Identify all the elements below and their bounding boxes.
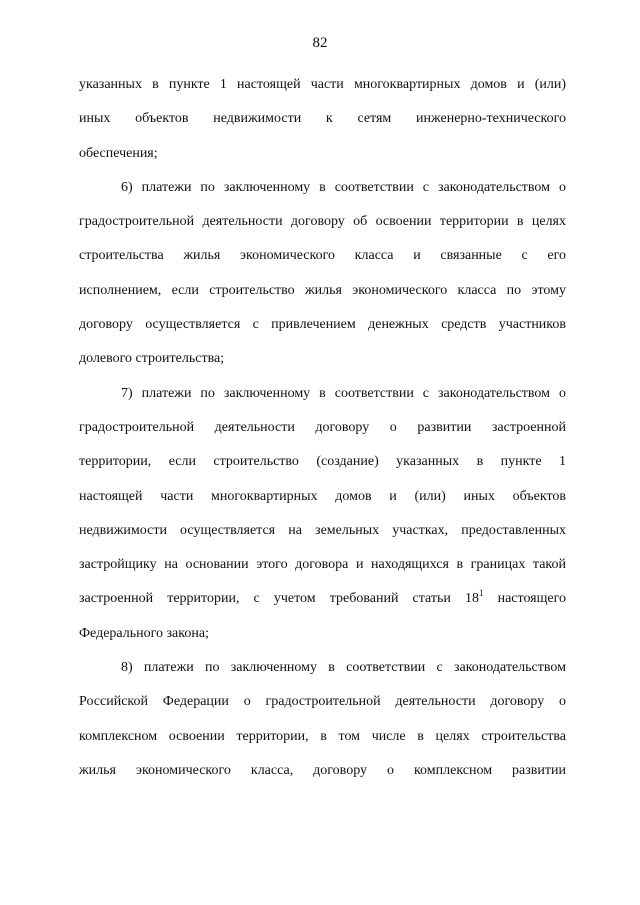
text-line: территории, если строительство (создание) указанных в пункте 1 — [79, 454, 566, 470]
paragraph-item-6 — [79, 171, 566, 377]
paragraph-item-7 — [79, 377, 566, 651]
document-body — [79, 68, 566, 788]
text-line: застройщику на основании этого договора и находящихся в границах такой — [79, 557, 566, 573]
text-line: градостроительной деятельности договору об освоении территории в целях — [79, 214, 566, 230]
text-line: иных объектов недвижимости к сетям инженерно-технического — [79, 111, 566, 127]
superscript-marker: 1 — [479, 588, 484, 599]
text-line: долевого строительства; — [79, 351, 225, 367]
text-line: обеспечения; — [79, 145, 158, 161]
text-line: недвижимости осуществляется на земельных участках, предоставленных — [79, 522, 566, 538]
text-line: договору осуществляется с привлечением денежных средств участников — [79, 317, 566, 333]
paragraph-item-8 — [79, 651, 566, 788]
text-line: настоящей части многоквартирных домов и (или) иных объектов — [79, 488, 566, 504]
text-line-with-superscript — [79, 582, 566, 616]
text-line: градостроительной деятельности договору о развитии застроенной — [79, 419, 566, 435]
text-line: 6) платежи по заключенному в соответствии с законодательством о — [121, 179, 566, 195]
text-line: жилья экономического класса, договору о комплексном развитии — [79, 762, 566, 778]
text-line: исполнением, если строительство жилья экономического класса по этому — [79, 282, 566, 298]
text-line: строительства жилья экономического класса и связанные с его — [79, 248, 566, 264]
text-line: 8) платежи по заключенному в соответствии с законодательством — [121, 660, 566, 676]
text-fragment: настоящего — [483, 591, 567, 607]
text-line: комплексном освоении территории, в том числе в целях строительства — [79, 728, 566, 744]
page-number: 82 — [312, 35, 328, 51]
text-fragment: застроенной территории, с учетом требований статьи 18 — [79, 591, 479, 607]
text-line: указанных в пункте 1 настоящей части многоквартирных домов и (или) — [79, 77, 566, 92]
text-line: Федерального закона; — [79, 625, 209, 641]
paragraph-continuation — [79, 68, 566, 171]
text-line: 7) платежи по заключенному в соответствии с законодательством о — [121, 385, 566, 401]
text-line: Российской Федерации о градостроительной деятельности договору о — [79, 694, 566, 710]
